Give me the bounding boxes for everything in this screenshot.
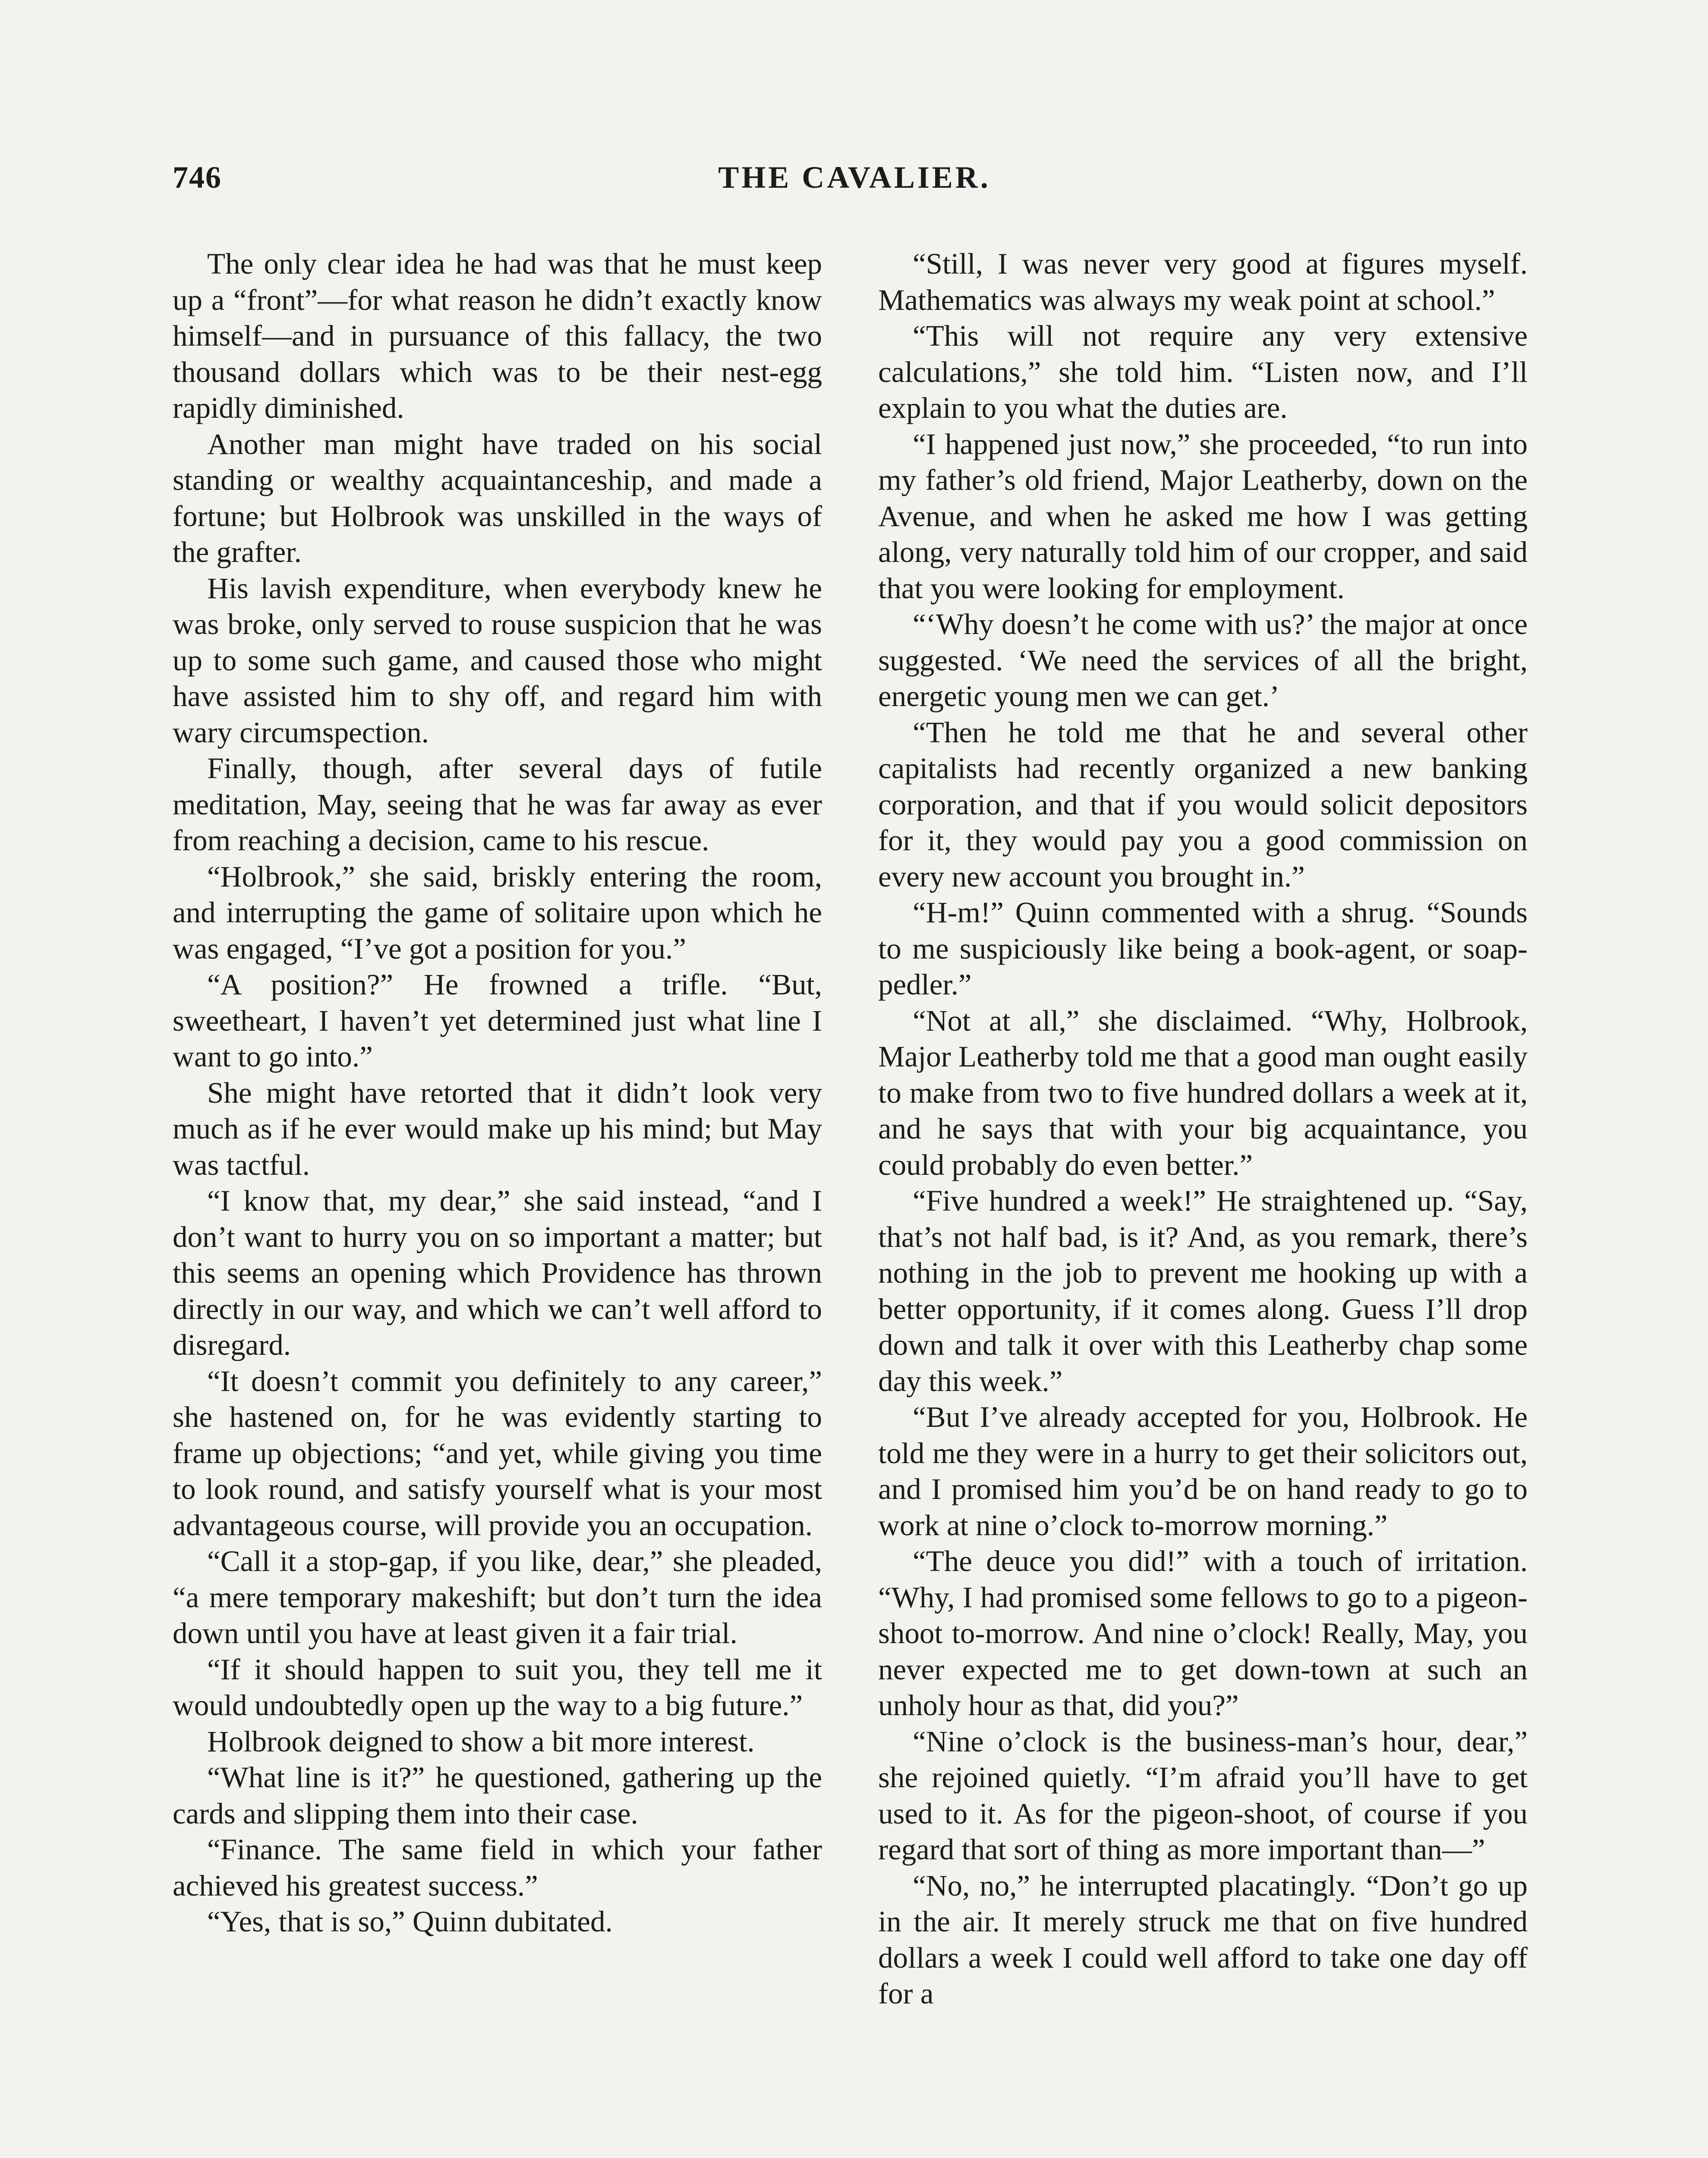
paragraph: “Then he told me that he and several other capitalists had recently organized a new banking corporation, and that if you would solicit depositors for it, they would pay you a good commission on every new account you brought in.” — [878, 716, 1528, 893]
paragraph: “I happened just now,” she proceeded, “to run into my father’s old friend, Major Leatherby, down on the Avenue, and when he asked me how I was getting along, very naturally told him of our cropper, and said that you were looking for employment. — [878, 427, 1528, 605]
right-column — [878, 246, 1528, 2158]
paragraph: “What line is it?” he questioned, gathering up the cards and slipping them into their case. — [173, 1761, 822, 1830]
paragraph: “I know that, my dear,” she said instead, “and I don’t want to hurry you on so important a matter; but this seems an opening which Providence has thrown directly in our way, and which we can’t well afford to disregard. — [173, 1184, 822, 1361]
paragraph: “H-m!” Quinn commented with a shrug. “Sounds to me suspiciously like being a book-agent, or soap-pedler.” — [878, 896, 1528, 1001]
page-header — [173, 160, 1536, 211]
paragraph: His lavish expenditure, when everybody knew he was broke, only served to rouse suspicion that he was up to some such game, and caused those who might have assisted him to shy off, and regard him with wary circumspection. — [173, 571, 822, 749]
paragraph: Another man might have traded on his social standing or wealthy acquaintanceship, and made a fortune; but Holbrook was unskilled in the ways of the grafter. — [173, 427, 822, 568]
paragraph: “‘Why doesn’t he come with us?’ the major at once suggested. ‘We need the services of all the bright, energetic young men we can get.’ — [878, 608, 1528, 713]
paragraph: She might have retorted that it didn’t look very much as if he ever would make up his mind; but May was tactful. — [173, 1076, 822, 1181]
paragraph: “Finance. The same field in which your father achieved his greatest success.” — [173, 1833, 822, 1902]
paragraph: The only clear idea he had was that he must keep up a “front”—for what reason he didn’t exactly know himself—and in pursuance of this fallacy, the two thousand dollars which was to be their nest-egg rapidly diminished. — [173, 247, 822, 424]
paragraph: “Five hundred a week!” He straightened up. “Say, that’s not half bad, is it? And, as you remark, there’s nothing in the job to prevent me hooking up with a better opportunity, if it comes along. Guess I’ll drop down and talk it over with this Leatherby chap some day this week.” — [878, 1184, 1528, 1398]
paragraph: “Yes, that is so,” Quinn dubitated. — [207, 1905, 613, 1938]
left-column — [173, 246, 822, 2158]
paragraph: “A position?” He frowned a trifle. “But, sweetheart, I haven’t yet determined just what line I want to go into.” — [173, 968, 822, 1073]
running-title: THE CAVALIER. — [718, 160, 991, 195]
paragraph: Finally, though, after several days of futile meditation, May, seeing that he was far away as ever from reaching a decision, came to his rescue. — [173, 752, 822, 857]
paragraph: “Call it a stop-gap, if you like, dear,” she pleaded, “a mere temporary makeshift; but don’t turn the idea down until you have at least given it a fair trial. — [173, 1545, 822, 1650]
paragraph: “This will not require any very extensive calculations,” she told him. “Listen now, and I’ll explain to you what the duties are. — [878, 319, 1528, 424]
paragraph: “Nine o’clock is the business-man’s hour, dear,” she rejoined quietly. “I’m afraid you’ll have to get used to it. As for the pigeon-shoot, of course if you regard that sort of thing as more important than—” — [878, 1725, 1528, 1866]
paragraph: “Still, I was never very good at figures myself. Mathematics was always my weak point at school.” — [878, 247, 1528, 316]
paragraph: “Holbrook,” she said, briskly entering the room, and interrupting the game of solitaire upon which he was engaged, “I’ve got a position for you.” — [173, 860, 822, 965]
paragraph: “If it should happen to suit you, they tell me it would undoubtedly open up the way to a big future.” — [173, 1653, 822, 1722]
paragraph: “But I’ve already accepted for you, Holbrook. He told me they were in a hurry to get their solicitors out, and I promised him you’d be on hand ready to go to work at nine o’clock to-morrow morning.” — [878, 1401, 1528, 1542]
page-number: 746 — [173, 160, 222, 195]
paragraph: “The deuce you did!” with a touch of irritation. “Why, I had promised some fellows to go to a pigeon-shoot to-morrow. And nine o’clock! Really, May, you never expected me to get down-town at such an unholy hour as that, did you?” — [878, 1545, 1528, 1722]
paragraph: “Not at all,” she disclaimed. “Why, Holbrook, Major Leatherby told me that a good man ought easily to make from two to five hundred dollars a week at it, and he says that with your big acquaintance, you could probably do even better.” — [878, 1004, 1528, 1181]
paragraph: Holbrook deigned to show a bit more interest. — [207, 1725, 755, 1758]
paragraph: “It doesn’t commit you definitely to any career,” she hastened on, for he was evidently starting to frame up objections; “and yet, while giving you time to look round, and satisfy yourself what is your most advantageous course, will provide you an occupation. — [173, 1364, 822, 1542]
paragraph: “No, no,” he interrupted placatingly. “Don’t go up in the air. It merely struck me that on five hundred dollars a week I could well afford to take one day off for a — [878, 1869, 1528, 2010]
